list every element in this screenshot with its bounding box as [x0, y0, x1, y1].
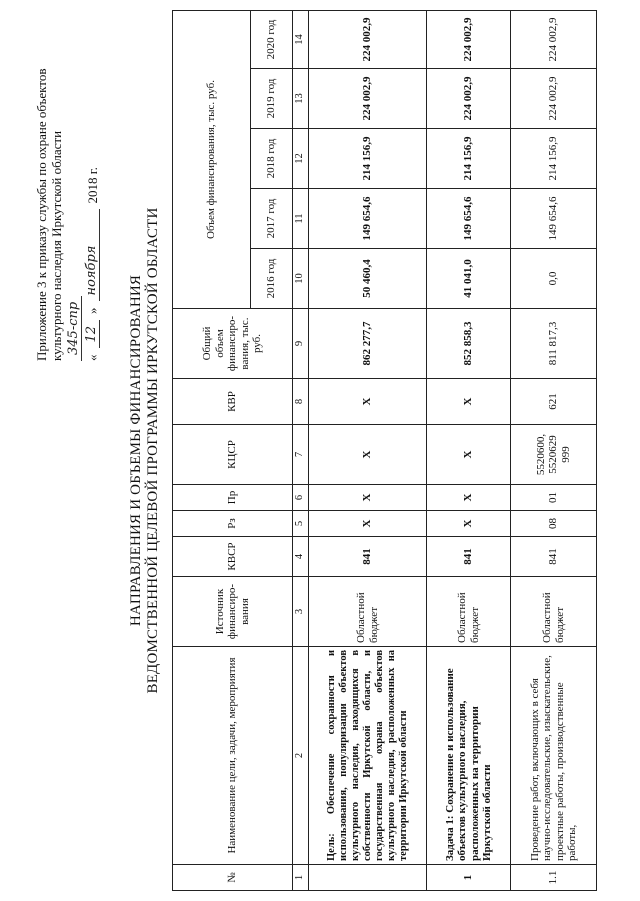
- cell-total: 862 277,7: [309, 309, 427, 379]
- title-line-1: НАПРАВЛЕНИЯ И ОБЪЕМЫ ФИНАНСИРОВАНИЯ: [128, 274, 144, 627]
- cell-kcsr: 5520600, 5520629 999: [511, 425, 597, 485]
- col-number: 2: [293, 647, 309, 865]
- cell-kcsr: X: [427, 425, 511, 485]
- header-num: №: [173, 865, 293, 891]
- financing-table: [172, 10, 597, 891]
- cell-kcsr: X: [309, 425, 427, 485]
- col-number: 9: [293, 309, 309, 379]
- cell-2020: 224 002,9: [427, 10, 511, 68]
- document-title: [128, 0, 162, 901]
- cell-name: Цель: Обеспечение сохранности и использования, популяризации объектов культурного наследия, находящихся в собственности Иркутской области, и государственная охрана объектов культурного наследия, расположенных на территории Иркутской области: [309, 647, 427, 865]
- cell-2016: 50 460,4: [309, 249, 427, 309]
- cell-2018: 214 156,9: [511, 129, 597, 189]
- cell-num: 1: [427, 865, 511, 891]
- cell-num: [309, 865, 427, 891]
- header-2019: 2019 год: [251, 69, 293, 129]
- cell-name: Проведение работ, включающих в себя научно-исследовательские, изыскательские, проектные работы, производственные работы,: [511, 647, 597, 865]
- annex-number-row: [66, 21, 82, 361]
- col-number: 14: [293, 10, 309, 68]
- cell-2017: 149 654,6: [511, 189, 597, 249]
- header-kvsr: КВСР: [173, 537, 293, 577]
- header-2018: 2018 год: [251, 129, 293, 189]
- date-quote-close: »: [85, 307, 100, 314]
- header-rz: Рз: [173, 511, 293, 537]
- cell-total: 852 858,3: [427, 309, 511, 379]
- cell-2018: 214 156,9: [427, 129, 511, 189]
- cell-rz: 08: [511, 511, 597, 537]
- col-number: 7: [293, 425, 309, 485]
- col-number: 10: [293, 249, 309, 309]
- header-name: Наименование цели, задачи, мероприятия: [173, 647, 293, 865]
- cell-2017: 149 654,6: [427, 189, 511, 249]
- title-line-2: ВЕДОМСТВЕННОЙ ЦЕЛЕВОЙ ПРОГРАММЫ ИРКУТСКОЙ ОБЛАСТИ: [145, 207, 161, 694]
- cell-2020: 224 002,9: [309, 10, 427, 68]
- cell-kvr: X: [427, 379, 511, 425]
- cell-source: Областной бюджет: [309, 577, 427, 647]
- cell-2017: 149 654,6: [309, 189, 427, 249]
- cell-pr: X: [309, 485, 427, 511]
- header-2017: 2017 год: [251, 189, 293, 249]
- annex-date-row: [84, 21, 100, 361]
- col-number: 13: [293, 69, 309, 129]
- date-month-handwritten: ноября: [84, 209, 100, 301]
- cell-pr: 01: [511, 485, 597, 511]
- col-number: 4: [293, 537, 309, 577]
- col-number: 5: [293, 511, 309, 537]
- table-row-task1: [427, 10, 511, 890]
- col-number: 6: [293, 485, 309, 511]
- cell-source: Областной бюджет: [427, 577, 511, 647]
- annex-header: [34, 21, 100, 361]
- cell-2016: 0,0: [511, 249, 597, 309]
- col-number: 11: [293, 189, 309, 249]
- col-number: 12: [293, 129, 309, 189]
- cell-kvsr: 841: [427, 537, 511, 577]
- header-2016: 2016 год: [251, 249, 293, 309]
- cell-kvr: 621: [511, 379, 597, 425]
- header-row-1: [173, 10, 251, 890]
- annex-line-2: культурного наследия Иркутской области: [49, 130, 64, 361]
- cell-num: 1.1: [511, 865, 597, 891]
- date-year: 2018 г.: [85, 167, 100, 204]
- header-pr: Пр: [173, 485, 293, 511]
- cell-kvr: X: [309, 379, 427, 425]
- table-row-item-1-1: [511, 10, 597, 890]
- cell-kvsr: 841: [511, 537, 597, 577]
- annex-line-1: Приложение 3 к приказу службы по охране объектов: [34, 68, 49, 361]
- date-quote-open: «: [85, 354, 100, 361]
- table-row-goal: [309, 10, 427, 890]
- header-volume-group: Объем финансирования, тыс. руб.: [173, 10, 251, 308]
- header-total: Общий объем финансиро-вания, тыс. руб.: [173, 309, 293, 379]
- col-number: 8: [293, 379, 309, 425]
- cell-rz: X: [427, 511, 511, 537]
- cell-2019: 224 002,9: [511, 69, 597, 129]
- cell-rz: X: [309, 511, 427, 537]
- cell-2019: 224 002,9: [427, 69, 511, 129]
- cell-source: Областной бюджет: [511, 577, 597, 647]
- date-day-handwritten: 12: [84, 320, 100, 349]
- column-number-row: [293, 10, 309, 890]
- col-number: 3: [293, 577, 309, 647]
- header-2020: 2020 год: [251, 10, 293, 68]
- header-kcsr: КЦСР: [173, 425, 293, 485]
- cell-2020: 224 002,9: [511, 10, 597, 68]
- cell-kvsr: 841: [309, 537, 427, 577]
- cell-2018: 214 156,9: [309, 129, 427, 189]
- order-number-handwritten: 345-спр: [66, 296, 82, 361]
- cell-2016: 41 041,0: [427, 249, 511, 309]
- header-source: Источник финансиро-вания: [173, 577, 293, 647]
- cell-total: 811 817,3: [511, 309, 597, 379]
- cell-pr: X: [427, 485, 511, 511]
- col-number: 1: [293, 865, 309, 891]
- cell-2019: 224 002,9: [309, 69, 427, 129]
- header-kvr: КВР: [173, 379, 293, 425]
- cell-name: Задача 1: Сохранение и использование объектов культурного наследия, расположенных на территории Иркутской области: [427, 647, 511, 865]
